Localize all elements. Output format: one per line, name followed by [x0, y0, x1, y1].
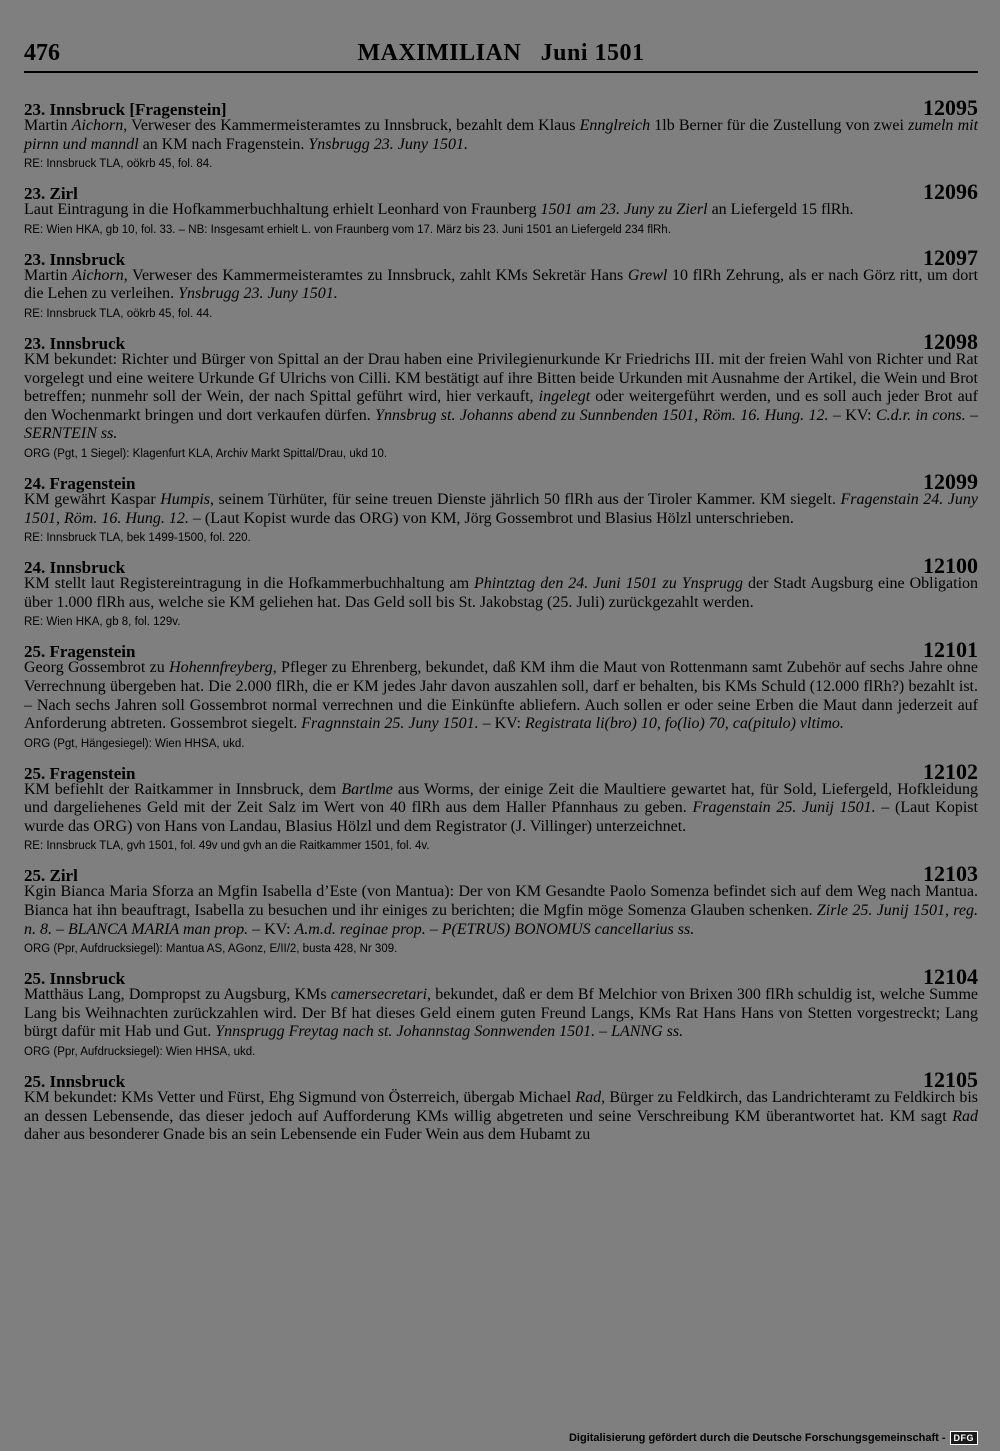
- entries-list: [24, 95, 978, 1145]
- running-head: [24, 36, 978, 74]
- entry-heading: [24, 328, 978, 354]
- dfg-logo: DFG: [950, 1431, 979, 1445]
- entry-source: RE: Wien HKA, gb 8, fol. 129v.: [24, 616, 181, 629]
- entry-source: RE: Innsbruck TLA, gvh 1501, fol. 49v und gvh an die Raitkammer 1501, fol. 4v.: [24, 840, 430, 853]
- entry-number: 12095: [923, 95, 978, 120]
- regest-entry: [24, 95, 978, 172]
- entry-source: RE: Innsbruck TLA, bek 1499-1500, fol. 220.: [24, 532, 251, 545]
- entry-heading: [24, 637, 978, 663]
- entry-source: ORG (Pgt, 1 Siegel): Klagenfurt KLA, Archiv Markt Spittal/Drau, ukd 10.: [24, 447, 388, 460]
- entry-text: KM bekundet: Richter und Bürger von Spittal an der Drau haben eine Privilegienurkunde Kr Friedrichs III. mit der freien Wahl von Richter und Rat vorgelegt und eine weitere Urkunde Gf Ulrichs von Cilli. KM bestätigt auf ihre Bitten beide Urkunden mit Ausnahme der Artikel, die Wein und Brot betreffen; nunmehr soll der Wein, der nach Spittal geführt wird, hier verkauft, ingelegt oder weitergeführt werden, und es soll auch jeder Brot auf den Wochenmarkt bringen und dort verkaufen dürfen. Ynnsbrug st. Johanns abend zu Sunnbenden 1501, Röm. 16. Hung. 12. – KV: C.d.r. in cons. – SERNTEIN ss.: [24, 350, 979, 443]
- entry-heading: [24, 964, 978, 990]
- entry-source: ORG (Ppr, Aufdrucksiegel): Wien HHSA, ukd.: [24, 1046, 256, 1059]
- entry-heading: [24, 468, 978, 494]
- entry-source: RE: Wien HKA, gb 10, fol. 33. – NB: Insgesamt erhielt L. von Fraunberg vom 17. März bis 23. Juni 1501 an Liefergeld 234 flRh.: [24, 223, 671, 236]
- entry-date-place: 23. Innsbruck [Fragenstein]: [24, 100, 227, 119]
- entry-heading: [24, 244, 978, 270]
- entry-date-place: 25. Innsbruck: [24, 1072, 126, 1092]
- page-number: 476: [24, 40, 60, 66]
- entry-text: KM bekundet: KMs Vetter und Fürst, Ehg Sigmund von Österreich, übergab Michael Rad, Bürger zu Feldkirch, das Landrichteramt zu Feldkirch bis an dessen Lebensende, das dieser jedoch auf Aufforderung KMs willig abgetreten und seine Verschreibung KM überantwortet hat. KM sagt Rad daher aus besonderer Gnade bis an sein Lebensende ein Fuder Wein aus dem Hubamt zu: [24, 1089, 978, 1144]
- regest-entry: [24, 861, 978, 957]
- entry-text: KM stellt laut Registereintragung in die Hofkammerbuchhaltung am Phintztag den 24. Juni 1501 zu Ynsprugg der Stadt Augsburg eine Obligation über 1.000 flRh aus, welche sie KM geliehen hat. Das Geld soll bis St. Jakobstag (25. Juli) zurückgezahlt werden.: [24, 575, 979, 611]
- entry-number: 12102: [923, 758, 978, 784]
- entry-date-place: 23. Innsbruck: [24, 249, 126, 269]
- entry-source: ORG (Ppr, Aufdrucksiegel): Mantua AS, AGonz, E/II/2, busta 428, Nr 309.: [24, 943, 398, 956]
- entry-source: RE: Innsbruck TLA, oökrb 45, fol. 44.: [24, 307, 213, 320]
- entry-number: 12098: [923, 328, 978, 354]
- entry-heading: [24, 179, 978, 205]
- footer: [569, 1431, 978, 1445]
- entry-text: Martin Aichorn, Verweser des Kammermeisteramtes zu Innsbruck, zahlt KMs Sekretär Hans Grewl 10 flRh Zehrung, als er nach Görz ritt, um dort die Lehen zu verleihen. Ynsbrugg 23. Juny 1501.: [24, 266, 979, 303]
- header-rule: [24, 71, 978, 73]
- page: [24, 36, 978, 1152]
- entry-text: KM befiehlt der Raitkammer in Innsbruck, dem Bartlme aus Worms, der einige Zeit die Maultiere gewartet hat, für Sold, Liefergeld, Hofkleidung und dargeliehenes Geld mit der Zeit Salz im Wert von 40 flRh aus dem Haller Pfannhaus zu geben. Fragenstain 25. Junij 1501. – (Laut Kopist wurde das ORG) von Hans von Landau, Blasius Hölzl und dem Registrator (J. Villinger) unterzeichnet.: [24, 780, 978, 835]
- entry-date-place: 25. Fragenstein: [24, 642, 136, 662]
- entry-number: 12104: [923, 964, 978, 990]
- entry-heading: [24, 553, 978, 579]
- regest-entry: [24, 964, 978, 1060]
- entry-heading: [24, 95, 978, 120]
- entry-date-place: 25. Zirl: [24, 866, 78, 886]
- entry-source: ORG (Pgt, Hängesiegel): Wien HHSA, ukd.: [24, 737, 245, 750]
- entry-source: RE: Innsbruck TLA, oökrb 45, fol. 84.: [24, 158, 213, 171]
- regest-entry: [24, 329, 978, 462]
- entry-date-place: 25. Innsbruck: [24, 969, 126, 989]
- entry-number: 12103: [923, 861, 978, 887]
- entry-text: Laut Eintragung in die Hofkammerbuchhaltung erhielt Leonhard von Fraunberg 1501 am 23. Juny zu Zierl an Liefergeld 15 flRh.: [24, 201, 854, 219]
- regest-entry: [24, 553, 978, 630]
- entry-number: 12097: [923, 244, 978, 270]
- regest-entry: [24, 759, 978, 855]
- entry-text: Martin Aichorn, Verweser des Kammermeisteramtes zu Innsbruck, bezahlt dem Klaus Ennglreich 1lb Berner für die Zustellung von zwei zumeln mit pirnn und manndl an KM nach Fragenstein. Ynsbrugg 23. Juny 1501.: [24, 117, 979, 153]
- entry-text: Matthäus Lang, Dompropst zu Augsburg, KMs camersecretari, bekundet, daß er dem Bf Melchior von Brixen 300 flRh schuldig ist, welche Summe Lang bis Weihnachten zurückzahlen wird. Der Bf hat dieses Geld einem guten Freund Langs, KMs Rat Hans Hans von Stetten vorgestreckt; Lang bürgt dafür mit Hab und Gut. Ynnsprugg Freytag nach st. Johannstag Sonnwenden 1501. – LANNG ss.: [24, 986, 978, 1041]
- entry-date-place: 23. Zirl: [24, 184, 78, 204]
- entry-number: 12099: [923, 468, 978, 494]
- entry-date-place: 24. Innsbruck: [24, 558, 126, 578]
- entry-text: KM gewährt Kaspar Humpis, seinem Türhüter, für seine treuen Dienste jährlich 50 flRh aus der Tiroler Kammer. KM siegelt. Fragenstain 24. Juny 1501, Röm. 16. Hung. 12. – (Laut Kopist wurde das ORG) von KM, Jörg Gossembrot und Blasius Hölzl unterschrieben.: [24, 490, 979, 527]
- entry-text: Kgin Bianca Maria Sforza an Mgfin Isabella d’Este (von Mantua): Der von KM Gesandte Paolo Somenza befindet sich auf dem Weg nach Mantua. Bianca hat ihn beauftragt, Isabella zu besuchen und ihr einiges zu berichten; die Mgfin möge Somenza Glauben schenken. Zirle 25. Junij 1501, reg. n. 8. – BLANCA MARIA man prop. – KV: A.m.d. reginae prop. – P(ETRUS) BONOMUS cancellarius ss.: [24, 883, 978, 938]
- running-title: MAXIMILIAN Juni 1501: [357, 40, 645, 66]
- entry-date-place: 24. Fragenstein: [24, 473, 136, 493]
- entry-heading: [24, 758, 978, 784]
- footer-text: Digitalisierung gefördert durch die Deutsche Forschungsgemeinschaft -: [568, 1432, 946, 1444]
- entry-date-place: 25. Fragenstein: [24, 763, 136, 783]
- regest-entry: [24, 469, 978, 546]
- entry-heading: [24, 1067, 978, 1093]
- regest-entry: [24, 637, 978, 751]
- entry-heading: [24, 861, 978, 887]
- regest-entry: [24, 179, 978, 238]
- entry-number: 12100: [923, 553, 978, 579]
- entry-number: 12101: [923, 637, 978, 663]
- regest-entry: [24, 1067, 978, 1145]
- regest-entry: [24, 245, 978, 322]
- entry-number: 12105: [923, 1067, 978, 1093]
- entry-date-place: 23. Innsbruck: [24, 333, 126, 353]
- entry-text: Georg Gossembrot zu Hohennfreyberg, Pfleger zu Ehrenberg, bekundet, daß KM ihm die Maut von Rottenmann samt Zubehör auf sechs Jahre ohne Verrechnung übergeben hat. Die 2.000 flRh, die er KM jedes Jahr davon auszahlen soll, darf er behalten, bis KMs Schuld (12.000 flRh?) bezahlt ist. – Nach sechs Jahren soll Gossembrot normal verrechnen und die Einkünfte abliefern. Auch sollen er oder seine Erben die Maut dann jederzeit auf Anforderung abtreten. Gossembrot siegelt. Fragnnstain 25. Juny 1501. – KV: Registrata li(bro) 10, fo(lio) 70, ca(pitulo) vltimo.: [24, 659, 979, 733]
- entry-number: 12096: [923, 179, 978, 205]
